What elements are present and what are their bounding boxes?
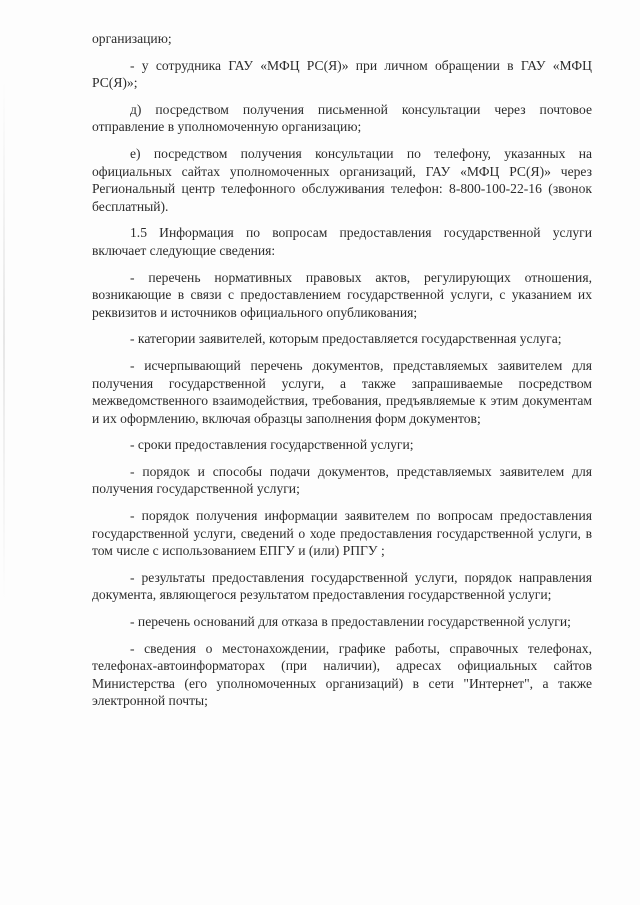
paragraph-service-terms: - сроки предоставления государственной услуги; [130, 437, 414, 453]
paragraph-location-contacts: - сведения о местонахождении, графике работы, справочных телефонах, телефонах-автоинформаторах (при наличии), адресах официальных сайтов Министерства (его уполномоченных организаций) в сети "Интернет", а также электронной почты; [92, 640, 592, 709]
paragraph-information-procedure: - порядок получения информации заявителем по вопросам предоставления государственной услуги, сведений о ходе предоставления государственной услуги, в том числе с использованием ЕПГУ и (или) РПГУ ; [92, 508, 592, 559]
scan-margin-mark [3, 80, 5, 600]
paragraph-submission-procedure: - порядок и способы подачи документов, представляемых заявителем для получения государственной услуги; [92, 463, 592, 497]
document-body [92, 30, 592, 719]
paragraph-document-list: - исчерпывающий перечень документов, представляемых заявителем для получения государственной услуги, а также запрашиваемые посредством межведомственного взаимодействия, требования, предъявляемые к этим документам и их оформлению, включая образцы заполнения форм документов; [92, 357, 592, 426]
paragraph-service-results: - результаты предоставления государственной услуги, порядок направления документа, являющегося результатом предоставления государственной услуги; [92, 569, 592, 603]
paragraph-continuation: организацию; [92, 31, 172, 46]
paragraph-phone-consultation: е) посредством получения консультации по телефону, указанных на официальных сайтах уполномоченных организаций, ГАУ «МФЦ РС(Я)» через Региональный центр телефонного обслуживания телефон: 8-800-100-22-16 (звонок бесплатный). [92, 145, 592, 214]
paragraph-mfc-employee: - у сотрудника ГАУ «МФЦ РС(Я)» при личном обращении в ГАУ «МФЦ РС(Я)»; [92, 57, 592, 91]
paragraph-written-consultation: д) посредством получения письменной консультации через почтовое отправление в уполномоченную организацию; [92, 101, 592, 135]
paragraph-legal-acts: - перечень нормативных правовых актов, регулирующих отношения, возникающие в связи с предоставлением государственной услуги, с указанием их реквизитов и источников официального опубликования; [92, 269, 592, 320]
paragraph-applicant-categories: - категории заявителей, которым предоставляется государственная услуга; [130, 331, 562, 347]
paragraph-refusal-grounds: - перечень оснований для отказа в предоставлении государственной услуги; [130, 614, 571, 630]
paragraph-section-1-5: 1.5 Информация по вопросам предоставления государственной услуги включает следующие сведения: [92, 225, 592, 258]
